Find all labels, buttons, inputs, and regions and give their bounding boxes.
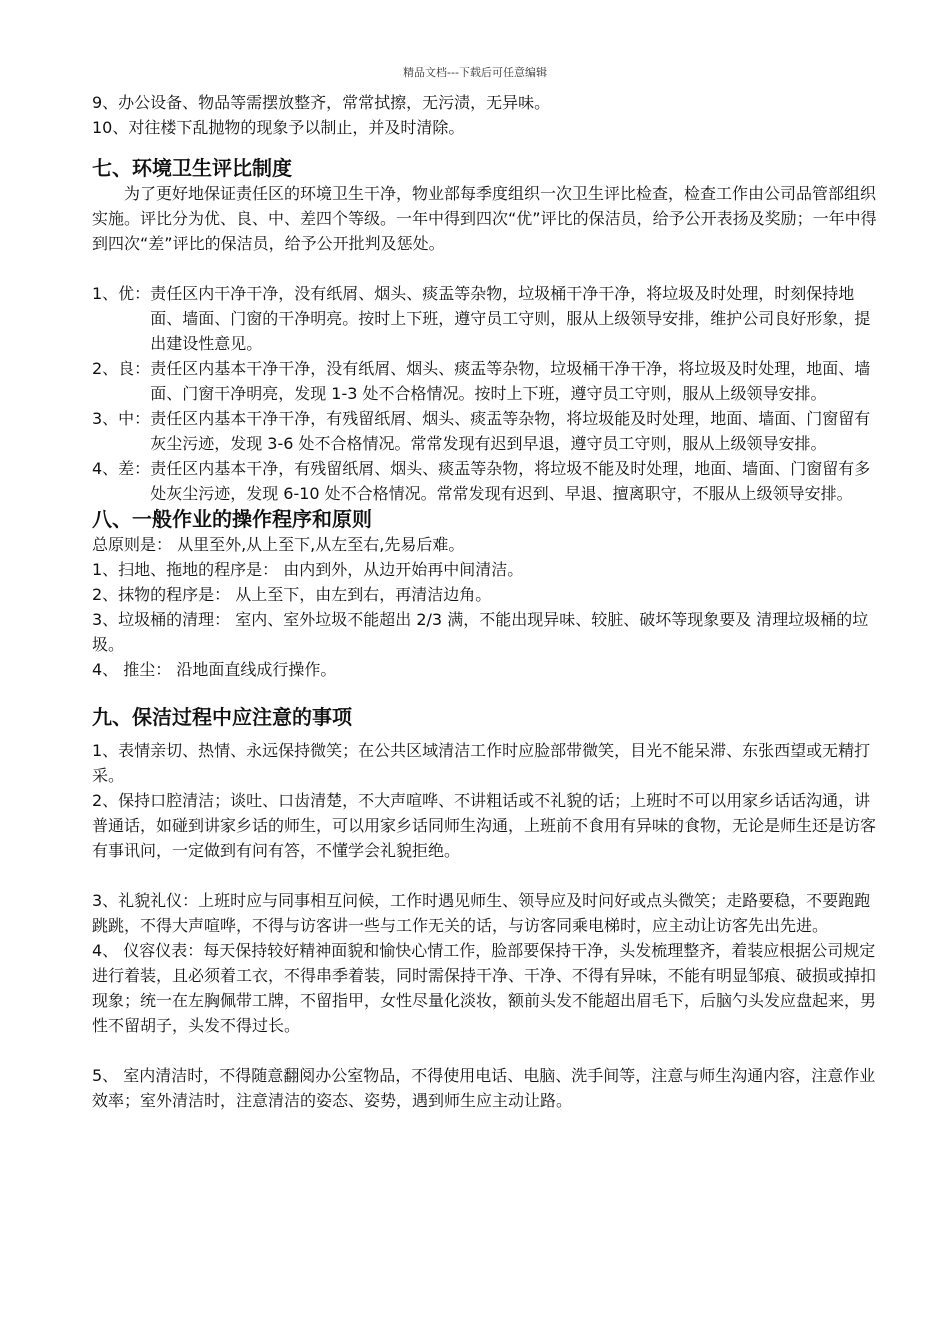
notice-paragraph: 5、 室内清洁时，不得随意翻阅办公室物品，不得使用电话、电脑、洗手间等，注意与师生沟通内容，注意作业效率；室外清洁时，注意清洁的姿态、姿势，遇到师生应主动让路。	[92, 1066, 876, 1110]
rating-label: 3、中：	[92, 409, 151, 428]
principle-line: 总原则是： 从里至外,从上至下,从左至右,先易后难。	[92, 535, 465, 554]
notice-paragraph: 1、表情亲切、热情、永远保持微笑；在公共区域清洁工作时应脸部带微笑，目光不能呆滞、东张西望或无精打采。	[92, 741, 871, 785]
rating-text: 责任区内基本干净干净，有残留纸屑、烟头、痰盂等杂物，将垃圾能及时处理，地面、墙面、门窗留有灰尘污迹，发现 3-6 处不合格情况。常常发现有迟到早退，遵守员工守则，服从上级领导安排。	[150, 409, 871, 453]
notice-paragraph: 4、 仪容仪表：每天保持较好精神面貌和愉快心情工作，脸部要保持干净，头发梳理整齐，着装应根据公司规定进行着装，且必须着工衣，不得串季着装，同时需保持干净、干净、不得有异味，不能有明显邹痕、破损或掉扣现象；统一在左胸佩带工牌，不留指甲，女性尽量化淡妆，额前头发不能超出眉毛下，后脑勺头发应盘起来，男性不留胡子，头发不得过长。	[92, 941, 877, 1035]
rating-label: 1、优：	[92, 284, 151, 303]
rating-item-medium	[92, 406, 882, 456]
section-9-title: 九、保洁过程中应注意的事项	[92, 705, 352, 729]
section-7-intro: 为了更好地保证责任区的环境卫生干净，物业部每季度组织一次卫生评比检查，检查工作由公司品管部组织实施。评比分为优、良、中、差四个等级。一年中得到四次“优”评比的保洁员，给予公开表扬及奖励；一年中得到四次“差”评比的保洁员，给予公开批判及惩处。	[92, 184, 877, 253]
notice-paragraph: 3、礼貌礼仪：上班时应与同事相互问候，工作时遇见师生、领导应及时问好或点头微笑；走路要稳，不要跑跑跳跳，不得大声喧哗，不得与访客讲一些与工作无关的话，与访客同乘电梯时，应主动让访客先出先进。	[92, 891, 871, 935]
notice-paragraph: 2、保持口腔清洁；谈吐、口齿清楚，不大声喧哗、不讲粗话或不礼貌的话；上班时不可以用家乡话话沟通，讲普通话，如碰到讲家乡话的师生，可以用家乡话同师生沟通，上班前不食用有异味的食物，无论是师生还是访客有事讯问，一定做到有问有答，不懂学会礼貌拒绝。	[92, 791, 877, 860]
list-item: 9、办公设备、物品等需摆放整齐，常常拭擦，无污渍，无异味。	[92, 93, 551, 112]
section-8-title: 八、一般作业的操作程序和原则	[92, 507, 372, 531]
rating-item-good	[92, 356, 882, 406]
rating-item-poor	[92, 456, 882, 506]
page-header: 精品文档---下载后可任意编辑	[403, 66, 547, 79]
principle-line: 4、 推尘： 沿地面直线成行操作。	[92, 660, 337, 679]
principle-line: 2、抹物的程序是： 从上至下，由左到右，再清洁边角。	[92, 585, 492, 604]
list-item: 10、对往楼下乱抛物的现象予以制止，并及时清除。	[92, 118, 465, 137]
rating-text: 责任区内基本干净，有残留纸屑、烟头、痰盂等杂物，将垃圾不能及时处理，地面、墙面、门窗留有多处灰尘污迹，发现 6-10 处不合格情况。常常发现有迟到、早退、擅离职守，不服从上级领导安排。	[150, 459, 871, 503]
section-7-title: 七、环境卫生评比制度	[92, 156, 292, 180]
rating-text: 责任区内基本干净干净，没有纸屑、烟头、痰盂等杂物，垃圾桶干净干净，将垃圾及时处理，地面、墙面、门窗干净明亮，发现 1-3 处不合格情况。按时上下班，遵守员工守则，服从上级领导安排。	[150, 359, 871, 403]
principle-line: 1、扫地、拖地的程序是： 由内到外，从边开始再中间清洁。	[92, 560, 524, 579]
rating-item-excellent	[92, 281, 882, 356]
spacer	[92, 863, 882, 888]
spacer	[92, 256, 882, 281]
rating-text: 责任区内干净干净，没有纸屑、烟头、痰盂等杂物，垃圾桶干净干净，将垃圾及时处理，时刻保持地面、墙面、门窗的干净明亮。按时上下班，遵守员工守则，服从上级领导安排，维护公司良好形象，提出建设性意见。	[150, 284, 871, 353]
rating-label: 2、良：	[92, 359, 151, 378]
spacer	[92, 1038, 882, 1063]
rating-label: 4、差：	[92, 459, 151, 478]
principle-line: 3、垃圾桶的清理： 室内、室外垃圾不能超出 2/3 满，不能出现异味、较脏、破坏等现象要及 清理垃圾桶的垃圾。	[92, 610, 869, 654]
document-body	[92, 90, 882, 1113]
